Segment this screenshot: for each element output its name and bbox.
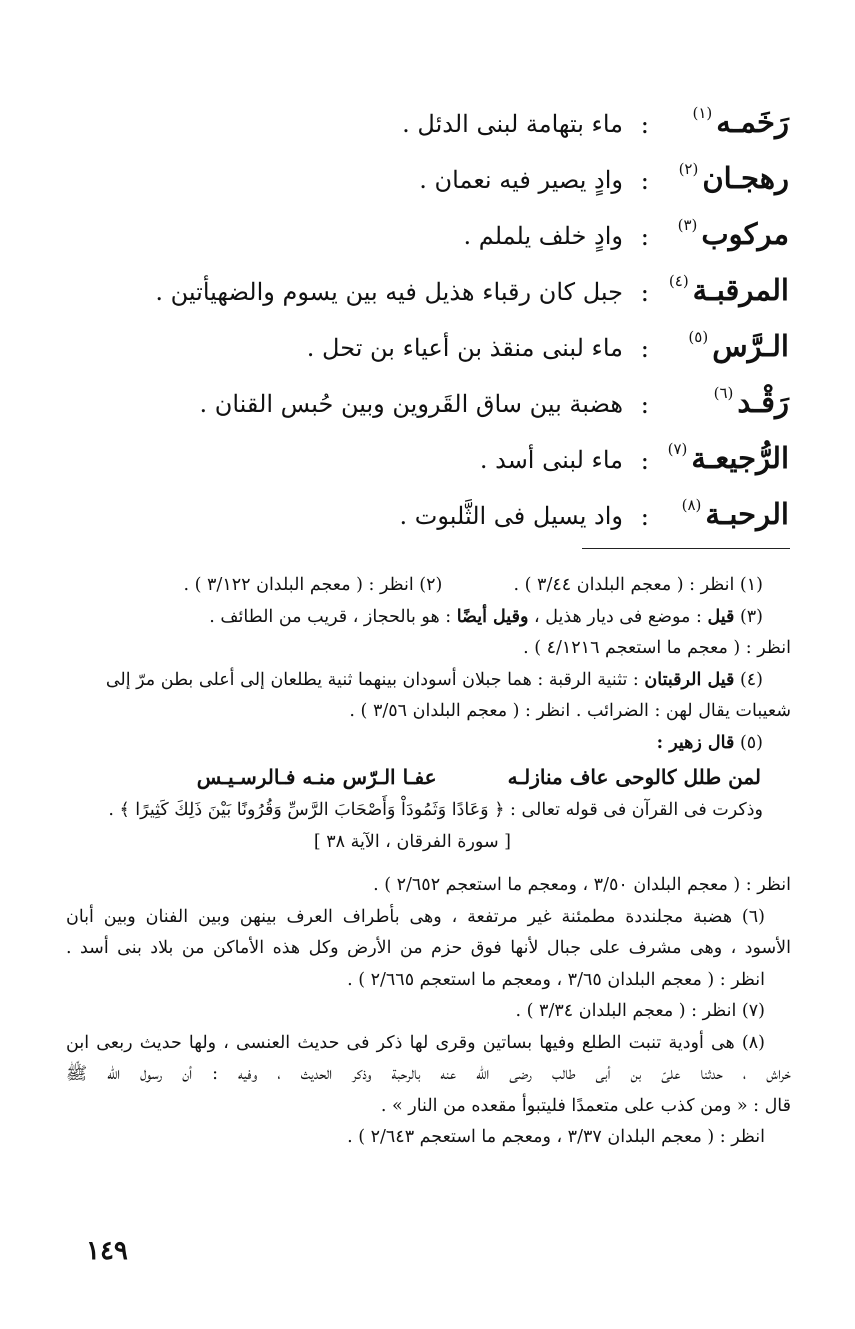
entry-term: المرقبـة$^{(٤)}$ — [668, 272, 789, 307]
footnote-8-cont: خراش ، حدثنا علىّ بن أبى طالب رضى الله عنه بالرحبة وذكر الحديث ، وفيه : أن رسول الله ﷺ — [66, 1064, 791, 1084]
footnote-ref: (٣) — [677, 216, 698, 234]
entry-description: هضبة بين ساق القَروين وبين حُبس القنان . — [199, 390, 623, 418]
entry-description: ماء لبنى أسد . — [479, 446, 623, 474]
entry-term: الرُّجيعـة$^{(٧)}$ — [667, 440, 789, 475]
entry-term: مركوب$^{(٣)}$ — [677, 216, 789, 251]
footnote-4: (٤) قيل الرقبتان : تثنية الرقبة : هما جبلان أسودان بينهما ثنية يطلعان إلى أعلى بطن مرّ إلى — [105, 669, 763, 690]
entry-colon: : — [640, 446, 649, 475]
entry-row — [69, 322, 789, 378]
entry-row — [69, 266, 789, 322]
footnote-6-cont: الأسود ، وهى مشرف على جبال لأنها فوق حزم من الأرض وكل هذه الأماكن من بلاد بنى أسد . — [66, 938, 791, 958]
sura-reference: [ سورة الفرقان ، الآية ٣٨ ] — [313, 831, 511, 852]
footnotes — [66, 570, 791, 1154]
footnote-ref: (٢) — [678, 160, 699, 178]
footnote-ref: (٧) — [667, 440, 688, 458]
footnote-ref: (١) — [692, 104, 713, 122]
entry-list — [69, 98, 789, 546]
entry-description: ماء لبنى منقذ بن أعياء بن تحل . — [306, 334, 623, 362]
entry-colon: : — [640, 110, 649, 139]
entry-colon: : — [640, 390, 649, 419]
entry-colon: : — [640, 502, 649, 531]
footnote-6: (٦) هضبة مجلنددة مطمئنة غير مرتفعة ، وهى بأطراف العرف بينهن وبين الفنان وبين أبان — [66, 906, 765, 927]
entry-term: رَخَمـه$^{(١)}$ — [692, 104, 789, 139]
footnote-2: (٢) انظر : ( معجم البلدان ٣/١٢٢ ) . — [183, 575, 443, 595]
poem-verse — [66, 759, 791, 795]
entry-row — [69, 154, 789, 210]
entry-row — [69, 98, 789, 154]
verse-hemistich-2: عفـا الـرّس منـه فـالرسـيـس — [196, 765, 437, 789]
entry-description: ماء بتهامة لبنى الدئل . — [402, 110, 623, 138]
footnote-1-2 — [66, 570, 791, 602]
footnote-ref: (٥) — [688, 328, 709, 346]
entry-row — [69, 434, 789, 490]
entry-colon: : — [640, 334, 649, 363]
quran-citation: وذكرت فى القرآن فى قوله تعالى : ﴿ وَعَادًا وَثَمُودَاْ وَأَصْحَابَ الرَّسِّ وَقُرُونًا بَيْنَ ذَلِكَ كَثِيرًا ﴾ . — [108, 800, 763, 820]
footnote-8: (٨) هى أودية تنبت الطلع وفيها بساتين وقرى لها ذكر فى حديث العنسى ، ولها حديث ربعى ابن — [66, 1032, 765, 1053]
entry-colon: : — [640, 166, 649, 195]
entry-row — [69, 210, 789, 266]
footnote-8-cont2: قال : « ومن كذب على متعمدًا فليتبوأ مقعده من النار » . — [380, 1095, 791, 1116]
footnote-1: (١) انظر : ( معجم البلدان ٣/٤٤ ) . — [513, 575, 763, 595]
footnote-7: (٧) انظر : ( معجم البلدان ٣/٣٤ ) . — [515, 1001, 765, 1021]
page-number: ١٤٩ — [86, 1236, 128, 1266]
entry-row — [69, 378, 789, 434]
footnote-ref: (٨) — [681, 496, 702, 514]
entry-row — [69, 490, 789, 546]
entry-description: جبل كان رقباء هذيل فيه بين يسوم والضهيأتين . — [155, 278, 623, 306]
entry-description: وادٍ يصير فيه نعمان . — [419, 166, 623, 194]
entry-term: رَقْـد$^{(٦)}$ — [713, 384, 789, 419]
entry-colon: : — [640, 278, 649, 307]
verse-hemistich-1: لمن طلل كالوحى عاف منازلـه — [507, 765, 761, 789]
footnote-3: (٣) قيل : موضع فى ديار هذيل ، وقيل أيضًا : هو بالحجاز ، قريب من الطائف . — [209, 606, 763, 627]
entry-term: الرحبـة$^{(٨)}$ — [681, 496, 789, 531]
entry-description: واد يسيل فى الثَّلبوت . — [399, 502, 623, 530]
footnote-6-ref: انظر : ( معجم البلدان ٣/٦٥ ، ومعجم ما استعجم ٢/٦٦٥ ) . — [347, 969, 765, 990]
entry-term: رهجـان$^{(٢)}$ — [678, 160, 789, 195]
footnote-8-ref: انظر : ( معجم البلدان ٣/٣٧ ، ومعجم ما استعجم ٢/٦٤٣ ) . — [347, 1127, 765, 1147]
footnote-3-ref: انظر : ( معجم ما استعجم ٤/١٢١٦ ) . — [523, 638, 791, 658]
footnote-4-cont: شعيبات يقال لهن : الضرائب . انظر : ( معجم البلدان ٣/٥٦ ) . — [349, 701, 791, 721]
entry-colon: : — [640, 222, 649, 251]
entry-term: الـرَّس$^{(٥)}$ — [688, 328, 789, 363]
footnote-ref: (٦) — [713, 384, 734, 402]
footnote-5-ref: انظر : ( معجم البلدان ٣/٥٠ ، ومعجم ما استعجم ٢/٦٥٢ ) . — [373, 875, 791, 895]
entry-description: وادٍ خلف يلملم . — [463, 222, 623, 250]
footnote-divider — [582, 548, 790, 549]
footnote-5: (٥) قال زهير : — [656, 732, 763, 753]
footnote-ref: (٤) — [668, 272, 689, 290]
